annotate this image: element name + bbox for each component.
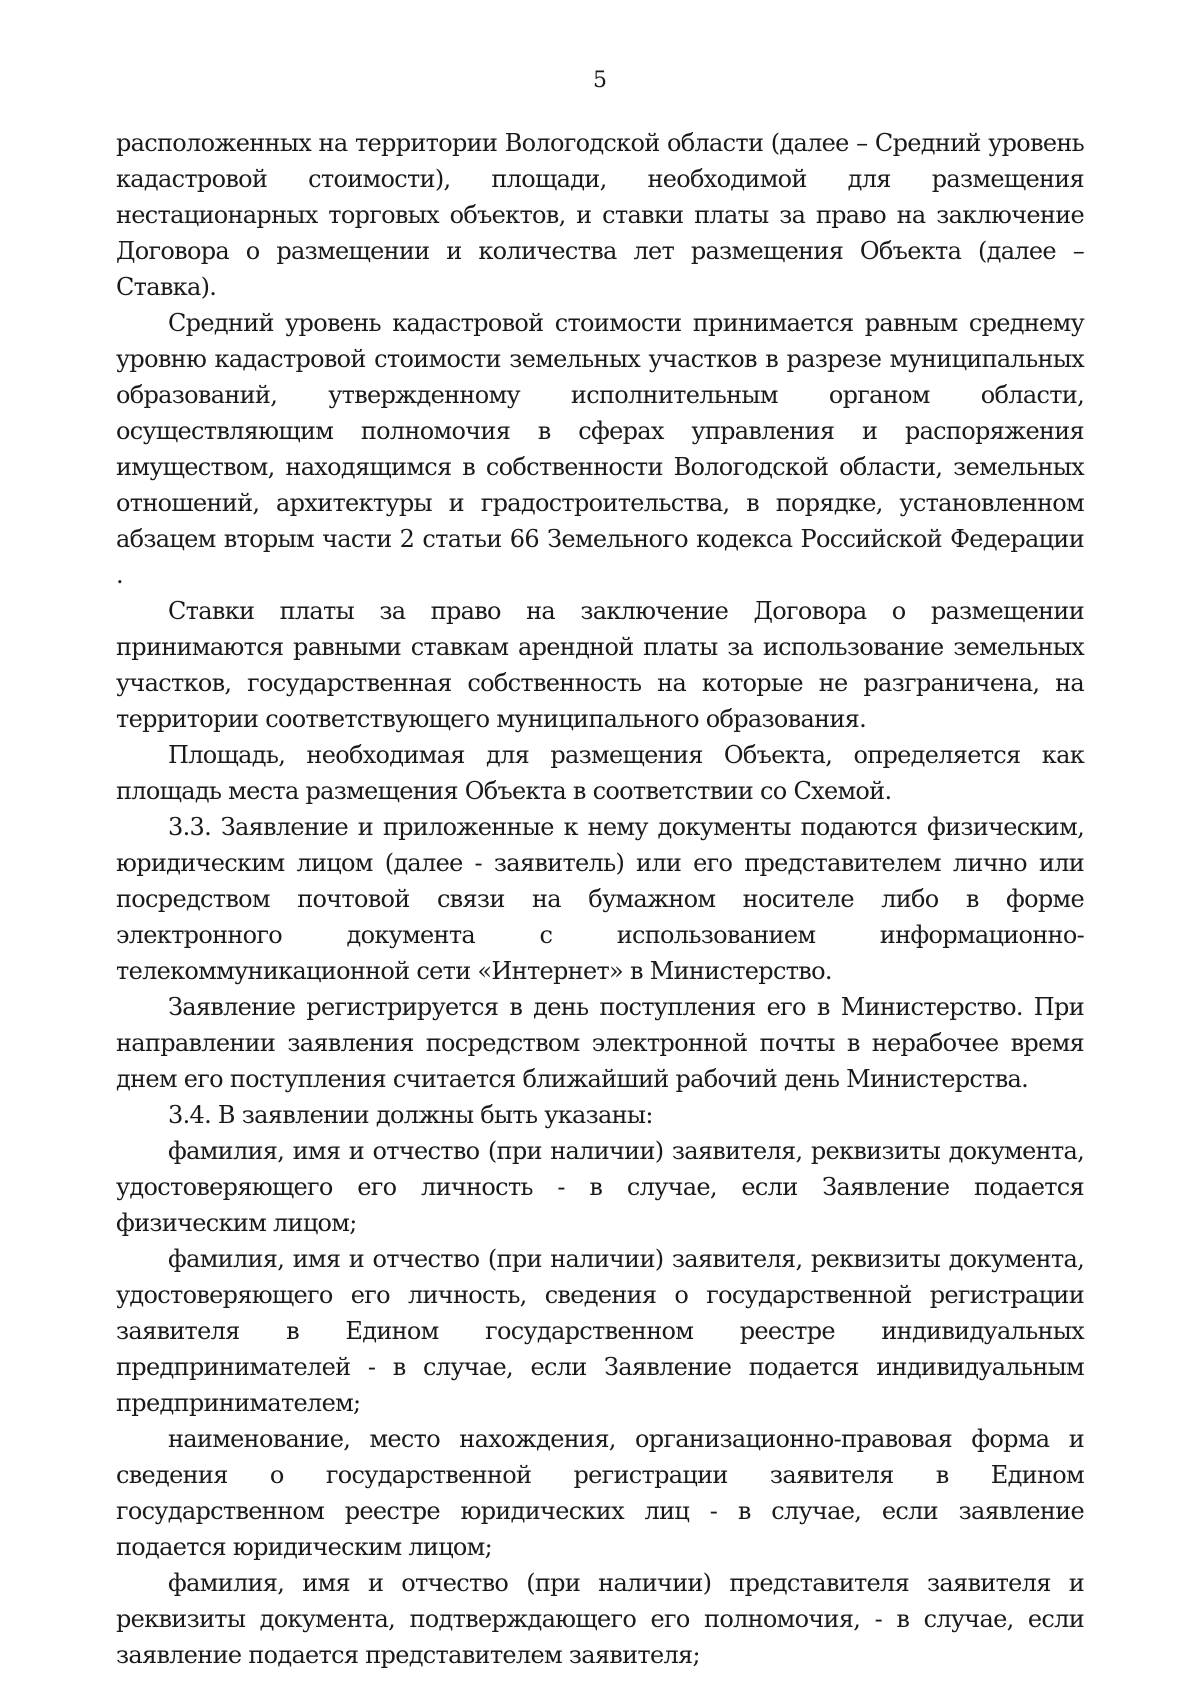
list-item-individual: фамилия, имя и отчество (при наличии) заявителя, реквизиты документа, удостоверяющего его личность - в случае, если Заявление подается физическим лицом; [116,1137,1084,1237]
paragraph-continuation: расположенных на территории Вологодской области (далее – Средний уровень кадастровой стоимости), площади, необходимой для размещения нестационарных торговых объектов, и ставки платы за право на заключение Договора о размещении и количества лет размещения Объекта (далее – Ставка). [116,129,1084,301]
list-item-legal-entity: наименование, место нахождения, организационно-правовая форма и сведения о государственной регистрации заявителя в Едином государственном реестре юридических лиц - в случае, если заявление подается юридическим лицом; [116,1425,1084,1561]
list-item-entrepreneur: фамилия, имя и отчество (при наличии) заявителя, реквизиты документа, удостоверяющего его личность, сведения о государственной регистрации заявителя в Едином государственном реестре индивидуальных предпринимателей - в случае, если Заявление подается индивидуальным предпринимателем; [116,1245,1084,1417]
paragraph-rate-fees: Ставки платы за право на заключение Договора о размещении принимаются равными ставкам арендной платы за использование земельных участков, государственная собственность на которые не разграничена, на территории соответствующего муниципального образования. [116,597,1084,733]
page-number: 5 [593,68,607,93]
list-item-representative: фамилия, имя и отчество (при наличии) представителя заявителя и реквизиты документа, подтверждающего его полномочия, - в случае, если заявление подается представителем заявителя; [116,1569,1084,1669]
document-body [116,125,1084,1673]
paragraph-3-4-heading: 3.4. В заявлении должны быть указаны: [168,1101,653,1129]
paragraph-object-area: Площадь, необходимая для размещения Объекта, определяется как площадь места размещения Объекта в соответствии со Схемой. [116,741,1084,805]
paragraph-average-cadastral-level: Средний уровень кадастровой стоимости принимается равным среднему уровню кадастровой стоимости земельных участков в разрезе муниципальных образований, утвержденному исполнительным органом области, осуществляющим полномочия в сферах управления и распоряжения имуществом, находящимся в собственности Вологодской области, земельных отношений, архитектуры и градостроительства, в порядке, установленном абзацем вторым части 2 статьи 66 Земельного кодекса Российской Федерации . [116,309,1084,589]
paragraph-3-3-submission: 3.3. Заявление и приложенные к нему документы подаются физическим, юридическим лицом (далее - заявитель) или его представителем лично или посредством почтовой связи на бумажном носителе либо в форме электронного документа с использованием информационно-телекоммуникационной сети «Интернет» в Министерство. [116,813,1084,985]
paragraph-registration: Заявление регистрируется в день поступления его в Министерство. При направлении заявления посредством электронной почты в нерабочее время днем его поступления считается ближайший рабочий день Министерства. [116,993,1084,1093]
